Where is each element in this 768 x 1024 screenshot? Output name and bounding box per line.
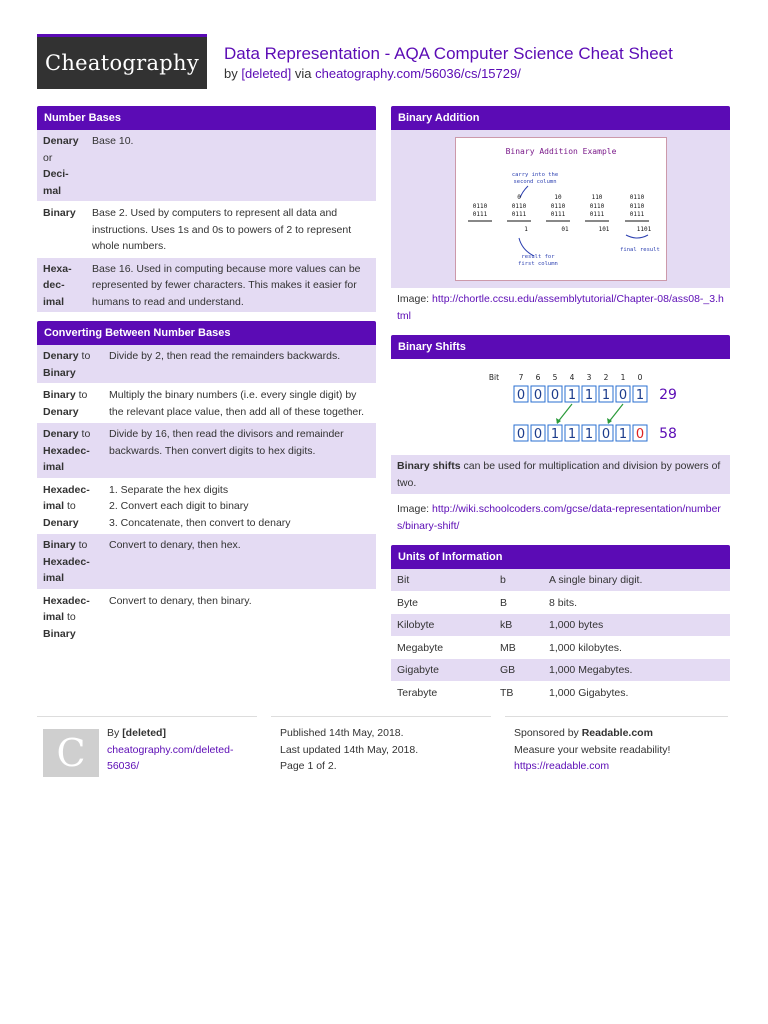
units-table xyxy=(391,569,730,704)
table-row xyxy=(391,659,730,682)
by-label: by xyxy=(224,66,238,81)
carry-note-line: carry into the xyxy=(511,172,558,178)
addend-top: 0110 xyxy=(511,203,526,210)
number-bases-heading: Number Bases xyxy=(37,106,376,130)
binary-addition-diagram xyxy=(455,137,667,281)
step-line: 2. Convert each digit to binary xyxy=(109,500,249,512)
bit-position: 0 xyxy=(637,373,642,382)
key-line: Deci- xyxy=(43,168,69,180)
footer-divider xyxy=(37,716,257,717)
carry-digits: 0110 xyxy=(629,194,644,201)
table-row xyxy=(37,202,376,258)
binary-addition-section xyxy=(391,106,730,327)
cheatography-logo[interactable] xyxy=(37,34,207,89)
bit-position: 7 xyxy=(518,373,523,382)
bit-digit: 1 xyxy=(584,388,593,403)
bit-digit: 1 xyxy=(550,427,559,442)
row-value: Base 10. xyxy=(92,135,134,147)
key-from: imal xyxy=(43,611,65,623)
published-date: Published 14th May, 2018. xyxy=(280,727,404,739)
bit-digit: 1 xyxy=(567,427,576,442)
bit-digit: 1 xyxy=(618,427,627,442)
converting-section xyxy=(37,321,376,645)
table-row xyxy=(37,590,376,646)
bit-position: 5 xyxy=(552,373,557,382)
row-value: Convert to denary, then hex. xyxy=(109,539,241,551)
key-line: Hexa- xyxy=(43,262,72,275)
sponsor-link[interactable]: https://readable.com xyxy=(514,760,610,772)
unit-description: 1,000 Megabytes. xyxy=(549,664,633,676)
sum-digits: 101 xyxy=(598,226,609,233)
table-row xyxy=(37,384,376,423)
sum-digits: 1101 xyxy=(636,226,651,233)
key-line: mal xyxy=(43,184,62,197)
key-target: Denary xyxy=(43,516,79,529)
unit-symbol: TB xyxy=(500,686,514,699)
logo-text: Cheatography xyxy=(44,51,200,75)
footer-divider xyxy=(271,716,491,717)
image-label: Image: xyxy=(397,293,430,305)
byline xyxy=(224,66,521,81)
footer-sponsor xyxy=(514,725,670,775)
step-line: 3. Concatenate, then convert to denary xyxy=(109,516,291,529)
key-target: imal xyxy=(43,572,65,584)
table-row xyxy=(391,637,730,660)
addend-top: 0110 xyxy=(629,203,644,210)
key-from: Denary xyxy=(43,428,79,440)
key-target: Hexadec- xyxy=(43,444,90,457)
sheet-url-link[interactable]: cheatography.com/56036/cs/15729/ xyxy=(315,66,521,81)
note-bold-term: Binary shifts xyxy=(397,460,461,472)
unit-description: 1,000 Gigabytes. xyxy=(549,686,629,699)
addend-bottom: 0111 xyxy=(550,211,565,218)
bit-digit: 0 xyxy=(635,427,644,442)
binary-shift-diagram xyxy=(436,366,686,448)
addend-bottom: 0111 xyxy=(511,211,526,218)
carry-digits: 10 xyxy=(553,194,562,201)
key-to: to xyxy=(81,350,91,362)
sponsor-tagline: Measure your website readability! xyxy=(514,743,671,756)
carry-digits: 110 xyxy=(591,194,602,201)
unit-name: Megabyte xyxy=(397,641,444,654)
row-key xyxy=(43,537,109,587)
carry-note-line: second column xyxy=(512,179,557,185)
addend-bottom: 0111 xyxy=(589,211,604,218)
carry-digits: 0 xyxy=(516,194,521,201)
sponsor-name: Readable.com xyxy=(581,727,653,739)
row-key xyxy=(43,387,109,420)
diagram-title: Binary Addition Example xyxy=(505,147,616,156)
unit-description: 1,000 bytes xyxy=(549,619,604,631)
row-value xyxy=(109,482,370,532)
table-row xyxy=(37,258,376,314)
key-line: Denary xyxy=(43,135,79,147)
sum-digits: 1 xyxy=(523,226,528,233)
unit-description: 1,000 kilobytes. xyxy=(549,641,622,654)
binary-addition-source xyxy=(391,288,730,327)
binary-shifts-image-box xyxy=(391,359,730,455)
binary-addition-image-box xyxy=(391,130,730,288)
addend-bottom: 0111 xyxy=(629,211,644,218)
unit-symbol: B xyxy=(500,596,508,609)
table-row xyxy=(37,479,376,535)
table-row xyxy=(37,423,376,479)
addend-top: 0110 xyxy=(472,203,487,210)
key-to: to xyxy=(66,611,76,623)
footer-author-name: [deleted] xyxy=(122,727,166,739)
row-key xyxy=(43,482,109,532)
key-to: to xyxy=(81,428,91,440)
unit-description: A single binary digit. xyxy=(549,574,643,586)
unit-name: Kilobyte xyxy=(397,619,435,631)
units-heading: Units of Information xyxy=(391,545,730,569)
row-key xyxy=(43,426,109,476)
binary-shifts-section xyxy=(391,335,730,537)
via-label: via xyxy=(294,66,312,81)
final-result-brace xyxy=(626,235,648,238)
key-to: to xyxy=(78,389,88,401)
bit-digit: 1 xyxy=(635,388,644,403)
unit-symbol: MB xyxy=(500,641,516,654)
row-value: Base 2. Used by computers to represent all data and instructions. Uses 1s and 0s to powers of 2 to represent whole numbers. xyxy=(92,207,352,252)
row-value: Base 16. Used in computing because more values can be represented by fewer characters. This makes it easier for humans to read and understand. xyxy=(92,262,361,308)
key-target: Denary xyxy=(43,405,79,418)
number-bases-section xyxy=(37,106,376,313)
key-target: Binary xyxy=(43,627,76,640)
unit-symbol: GB xyxy=(500,664,516,676)
image-label: Image: xyxy=(397,503,430,515)
note-text: can be used for multiplication and division by powers of two. xyxy=(397,460,721,489)
key-to: to xyxy=(66,500,76,512)
table-row xyxy=(37,534,376,590)
binary-shifts-heading: Binary Shifts xyxy=(391,335,730,359)
bit-digit: 0 xyxy=(601,427,610,442)
table-row xyxy=(391,614,730,637)
sum-digits: 01 xyxy=(560,226,569,233)
key-line: or xyxy=(43,151,53,164)
addend-bottom: 0111 xyxy=(472,211,487,218)
row-value: Multiply the binary numbers (i.e. every single digit) by the relevant place value, then add all of these together. xyxy=(109,389,365,418)
footer-dates xyxy=(280,725,418,775)
row-key: Binary xyxy=(43,207,76,219)
unit-name: Bit xyxy=(397,574,410,586)
key-target: Hexadec- xyxy=(43,555,90,568)
bit-position: 3 xyxy=(586,373,591,382)
key-from: Hexadec- xyxy=(43,483,90,496)
row-value: Convert to denary, then binary. xyxy=(109,594,252,607)
addend-top: 0110 xyxy=(589,203,604,210)
bit-digit: 0 xyxy=(533,427,542,442)
page-count: Page 1 of 2. xyxy=(280,760,337,772)
bit-position: 6 xyxy=(535,373,540,382)
left-column xyxy=(37,106,376,653)
bit-digit: 0 xyxy=(618,388,627,403)
result-note-line: result for xyxy=(520,254,555,260)
author-link[interactable]: [deleted] xyxy=(241,66,292,81)
key-from: imal xyxy=(43,500,65,512)
bit-label: Bit xyxy=(488,373,499,382)
binary-shifts-note xyxy=(391,455,730,494)
carry-arrow xyxy=(520,186,528,198)
key-target: imal xyxy=(43,461,65,473)
bit-digit: 0 xyxy=(550,388,559,403)
right-column xyxy=(391,106,730,712)
row-key xyxy=(43,348,109,381)
converting-heading: Converting Between Number Bases xyxy=(37,321,376,345)
avatar-letter: C xyxy=(56,731,86,775)
unit-description: 8 bits. xyxy=(549,596,578,609)
table-row xyxy=(391,569,730,592)
final-result-note: final result xyxy=(619,247,660,253)
row-value: Divide by 2, then read the remainders backwards. xyxy=(109,350,341,362)
updated-date: Last updated 14th May, 2018. xyxy=(280,743,419,756)
key-from: Binary xyxy=(43,539,76,551)
table-row xyxy=(391,592,730,615)
table-row xyxy=(391,682,730,705)
bit-digit: 1 xyxy=(601,388,610,403)
bit-digit: 0 xyxy=(533,388,542,403)
row-value: Divide by 16, then read the divisors and remainder backwards. Then convert digits to hex digits. xyxy=(109,428,344,457)
step-line: 1. Separate the hex digits xyxy=(109,483,229,496)
key-from: Denary xyxy=(43,350,79,362)
row2-value: 58 xyxy=(658,426,677,442)
bit-digit: 0 xyxy=(516,388,525,403)
page-title: Data Representation - AQA Computer Science Cheat Sheet xyxy=(224,44,673,63)
bit-digit: 1 xyxy=(567,388,576,403)
key-line: imal xyxy=(43,295,65,308)
table-row xyxy=(37,345,376,384)
footer-divider xyxy=(505,716,728,717)
unit-symbol: b xyxy=(500,574,506,586)
row-key xyxy=(43,593,109,643)
author-profile-link[interactable]: cheatography.com/deleted- xyxy=(107,743,234,756)
unit-name: Terabyte xyxy=(397,686,438,699)
bit-position: 4 xyxy=(569,373,574,382)
units-section xyxy=(391,545,730,704)
row-key xyxy=(43,261,92,311)
author-profile-link[interactable]: 56036/ xyxy=(107,760,140,772)
bit-digit: 1 xyxy=(584,427,593,442)
unit-name: Gigabyte xyxy=(397,664,440,676)
key-from: Hexadec- xyxy=(43,594,90,607)
binary-addition-heading: Binary Addition xyxy=(391,106,730,130)
key-to: to xyxy=(78,539,88,551)
unit-symbol: kB xyxy=(500,619,513,631)
addition-steps xyxy=(468,194,652,238)
row-key xyxy=(43,133,92,199)
bit-position: 2 xyxy=(603,373,608,382)
binary-shifts-source xyxy=(391,494,730,537)
unit-name: Byte xyxy=(397,596,419,609)
key-target: Binary xyxy=(43,366,76,379)
avatar[interactable] xyxy=(43,729,99,777)
footer-author xyxy=(107,725,233,775)
by-label: By xyxy=(107,727,120,739)
table-row xyxy=(37,130,376,202)
key-from: Binary xyxy=(43,389,76,401)
image-source-link[interactable]: http://chortle.ccsu.edu/assemblytutorial/Chapter-08/ass08-_3.html xyxy=(397,293,724,322)
row1-value: 29 xyxy=(658,387,677,403)
addend-top: 0110 xyxy=(550,203,565,210)
bit-position: 1 xyxy=(620,373,625,382)
key-line: dec- xyxy=(43,279,65,291)
result-note-line: first column xyxy=(517,261,558,267)
image-source-link[interactable]: http://wiki.schoolcoders.com/gcse/data-representation/numbers/binary-shift/ xyxy=(397,503,721,532)
bit-digit: 0 xyxy=(516,427,525,442)
sponsored-label: Sponsored by xyxy=(514,727,579,739)
